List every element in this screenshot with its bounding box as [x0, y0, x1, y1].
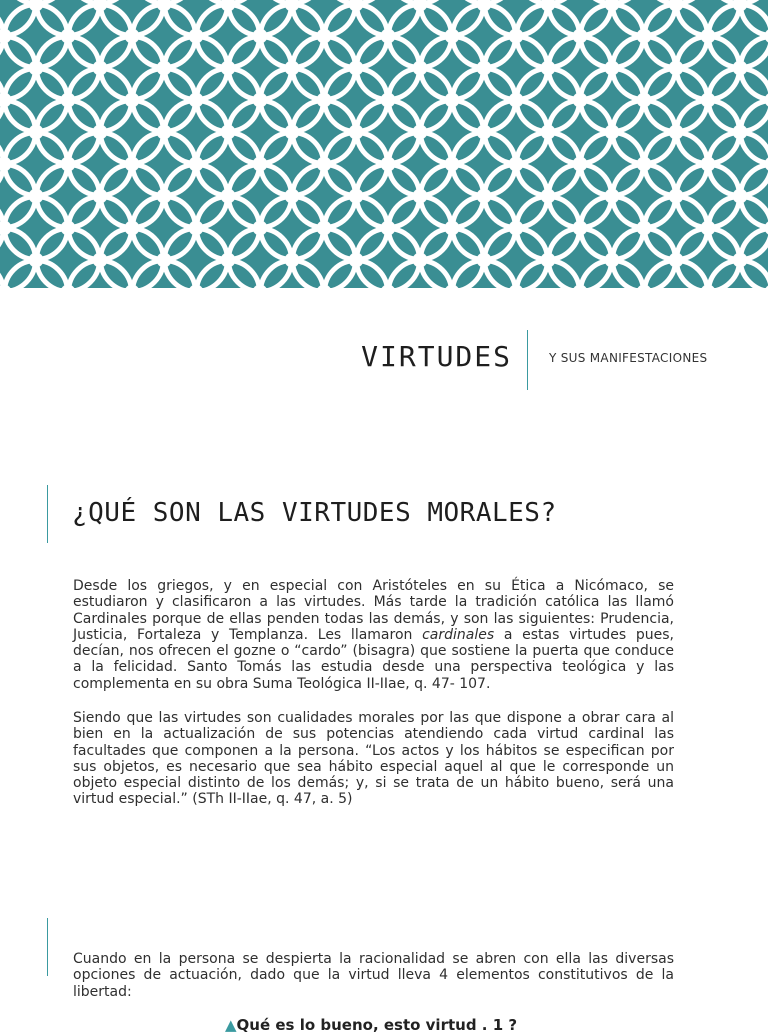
paragraph-rationality: Cuando en la persona se despierta la racionalidad se abren con ella las diversas opciones de actuación, dado que la virtud lleva 4 elementos constitutivos de la libertad:: [73, 951, 674, 1000]
paragraph-origins-text-a: Desde los griegos, y en especial con Aristóteles en su Ética a Nicómaco, se estudiaron y clasificaron a las virtudes. Más tarde la tradición católica las llamó Cardinales porque de ellas penden todas las demás, y son las siguientes: Prudencia, Justicia, Fortaleza y Templanza. Les llamaron: [73, 578, 674, 643]
section-heading: ¿QUÉ SON LAS VIRTUDES MORALES?: [72, 498, 557, 528]
cut-off-item-text: Qué es lo bueno, esto virtud . 1 ?: [236, 1016, 518, 1034]
paragraph-origins: [73, 578, 674, 692]
paragraph-definition: Siendo que las virtudes son cualidades morales por las que dispone a obrar cara al bien en la actualización de sus potencias atendiendo cada virtud cardinal las facultades que componen a la persona. “Los actos y los hábitos se especifican por sus objetos, es necesario que sea hábito especial aquel al que le corresponde un objeto especial distinto de los demás; y, si se trata de un hábito bueno, será una virtud especial.” (STh II-IIae, q. 47, a. 5): [73, 710, 674, 808]
decorative-pattern-banner: [0, 0, 768, 288]
emphasis-cardinales: cardinales: [422, 626, 495, 643]
cut-off-list-item: [225, 1016, 517, 1034]
section-accent-bar-2: [47, 918, 48, 976]
presentation-title: VIRTUDES: [361, 340, 512, 373]
paragraph-origins-text-b: a estas virtudes pues, decían, nos ofrecen el gozne o “cardo” (bisagra) que sostiene la puerta que conduce a la felicidad. Santo Tomás las estudia desde una perspectiva teológica y las complementa en su obra Suma Teológica II-IIae, q. 47- 107.: [73, 626, 674, 692]
presentation-subtitle: Y SUS MANIFESTACIONES: [549, 351, 708, 365]
title-block: [0, 288, 768, 478]
section-accent-bar: [47, 485, 48, 543]
title-divider: [527, 330, 528, 390]
triangle-bullet-icon: ▲: [225, 1016, 237, 1034]
